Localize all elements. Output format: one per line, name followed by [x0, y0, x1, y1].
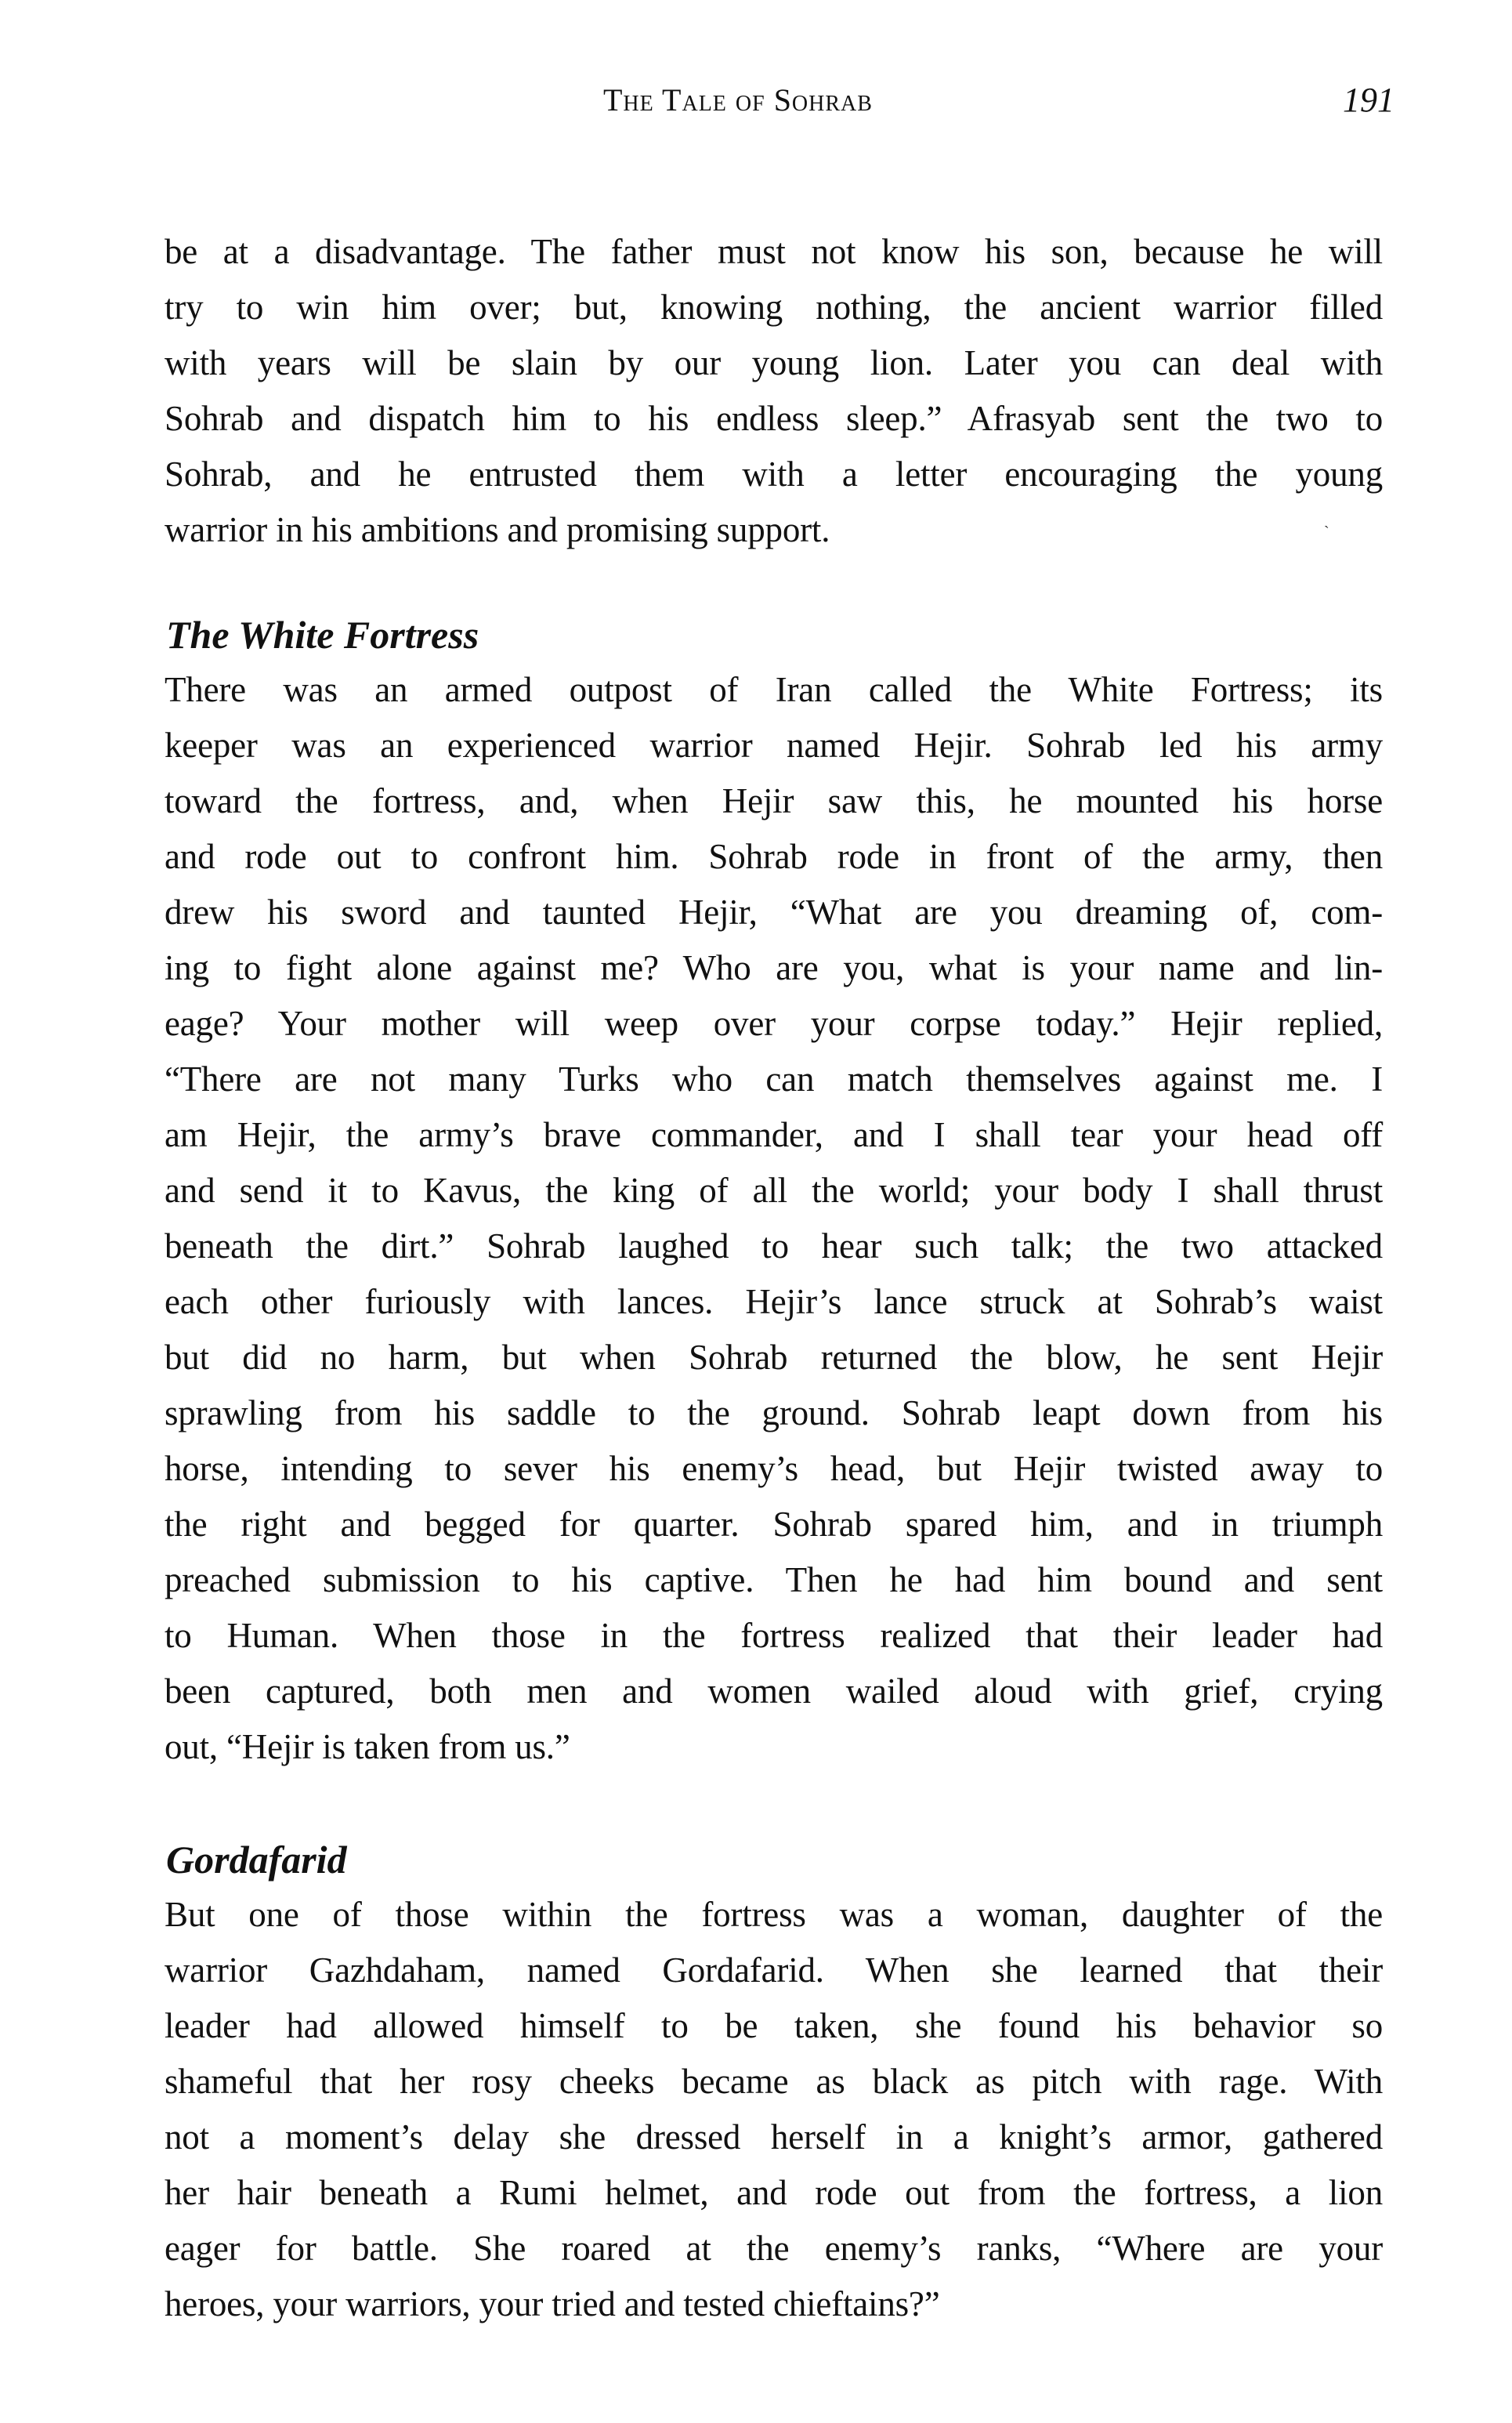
text-line: horse, intending to sever his enemy’s head, but Hejir twisted away to	[165, 1449, 1383, 1488]
text-line: sprawling from his saddle to the ground. Sohrab leapt down from his	[165, 1393, 1383, 1432]
text-line: heroes, your warriors, your tried and tested chieftains?”	[165, 2284, 940, 2323]
text-line: be at a disadvantage. The father must not know his son, because he will	[165, 232, 1383, 271]
text-line: to Human. When those in the fortress realized that their leader had	[165, 1616, 1383, 1655]
text-line: preached submission to his captive. Then he had him bound and sent	[165, 1560, 1383, 1599]
text-line: and rode out to confront him. Sohrab rode in front of the army, then	[165, 837, 1383, 876]
text-line: her hair beneath a Rumi helmet, and rode out from the fortress, a lion	[165, 2173, 1383, 2212]
text-line: eage? Your mother will weep over your corpse today.” Hejir replied,	[165, 1004, 1383, 1043]
text-line: beneath the dirt.” Sohrab laughed to hear such talk; the two attacked	[165, 1226, 1383, 1266]
text-line: eager for battle. She roared at the enemy’s ranks, “Where are your	[165, 2229, 1383, 2268]
text-line: drew his sword and taunted Hejir, “What are you dreaming of, com-	[165, 893, 1383, 932]
gordafarid-paragraph	[165, 1887, 1383, 2332]
text-line: with years will be slain by our young lion. Later you can deal with	[165, 343, 1383, 382]
text-line: try to win him over; but, knowing nothing, the ancient warrior filled	[165, 288, 1383, 327]
stray-mark: ˋ	[1324, 523, 1329, 541]
text-line: ing to fight alone against me? Who are you, what is your name and lin-	[165, 948, 1383, 987]
text-line: the right and begged for quarter. Sohrab spared him, and in triumph	[165, 1505, 1383, 1544]
page-header	[165, 78, 1394, 125]
section-heading-gordafarid: Gordafarid	[166, 1838, 347, 1882]
page-number: 191	[1343, 81, 1394, 119]
text-line: been captured, both men and women wailed aloud with grief, crying	[165, 1671, 1383, 1711]
text-line: warrior in his ambitions and promising support.	[165, 510, 830, 549]
text-line: But one of those within the fortress was a woman, daughter of the	[165, 1895, 1383, 1934]
text-line: toward the fortress, and, when Hejir saw this, he mounted his horse	[165, 781, 1383, 820]
text-line: There was an armed outpost of Iran called the White Fortress; its	[165, 670, 1383, 709]
text-line: leader had allowed himself to be taken, she found his behavior so	[165, 2006, 1383, 2045]
text-line: shameful that her rosy cheeks became as black as pitch with rage. With	[165, 2062, 1383, 2101]
text-line: out, “Hejir is taken from us.”	[165, 1727, 570, 1766]
intro-paragraph	[165, 224, 1383, 558]
text-line: not a moment’s delay she dressed herself in a knight’s armor, gathered	[165, 2117, 1383, 2157]
text-line: each other furiously with lances. Hejir’s lance struck at Sohrab’s waist	[165, 1282, 1383, 1321]
text-line: and send it to Kavus, the king of all the world; your body I shall thrust	[165, 1171, 1383, 1210]
white-fortress-paragraph	[165, 662, 1383, 1775]
text-line: but did no harm, but when Sohrab returned the blow, he sent Hejir	[165, 1338, 1383, 1377]
running-title: The Tale of Sohrab	[603, 82, 873, 118]
text-line: Sohrab, and he entrusted them with a letter encouraging the young	[165, 455, 1383, 494]
text-line: Sohrab and dispatch him to his endless sleep.” Afrasyab sent the two to	[165, 399, 1383, 438]
text-line: warrior Gazhdaham, named Gordafarid. When she learned that their	[165, 1950, 1383, 1990]
section-heading-white-fortress: The White Fortress	[166, 613, 479, 657]
text-line: keeper was an experienced warrior named Hejir. Sohrab led his army	[165, 726, 1383, 765]
text-line: am Hejir, the army’s brave commander, and I shall tear your head off	[165, 1115, 1383, 1154]
text-line: “There are not many Turks who can match themselves against me. I	[165, 1059, 1383, 1099]
